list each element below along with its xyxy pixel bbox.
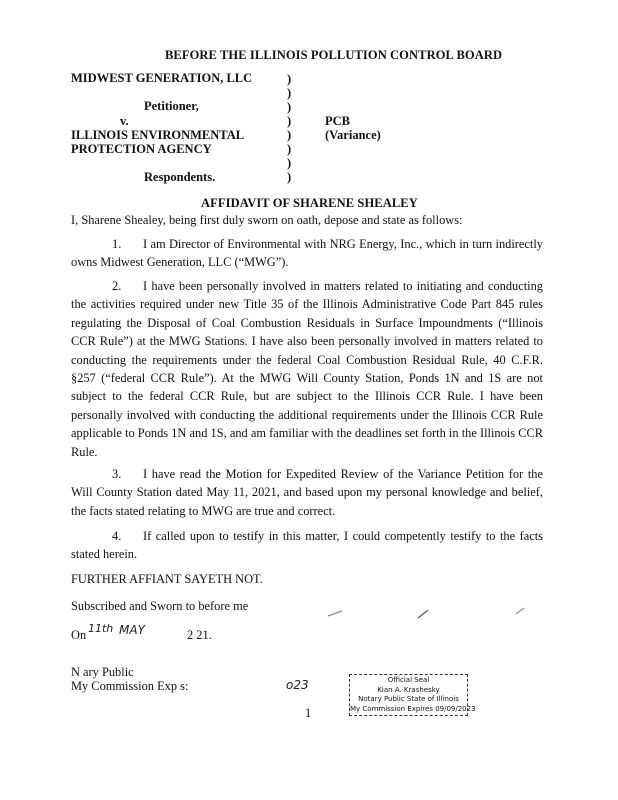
caption-paren: ) bbox=[287, 72, 292, 86]
paragraph-number: 3. bbox=[112, 467, 122, 481]
affidavit-title: AFFIDAVIT OF SHARENE SHEALEY bbox=[201, 196, 418, 210]
date-on-label: On bbox=[71, 628, 87, 642]
notary-public-label: N ary Public bbox=[71, 665, 134, 679]
handwritten-day: 11th bbox=[88, 622, 114, 635]
caption-paren: ) bbox=[287, 100, 292, 114]
paragraph-text: I have been personally involved in matters related to initiating and conducting the activities required under new Title 35 of the Illinois Administrative Code Part 845 rules regulating the Disposal of Coal Combustion Residuals in Surface Impoundments (“Illinois CCR Rule”) at the MWG Stations. I have also been personally involved in matters related to conducting the requirements under the federal Coal Combustion Residual Rule, 40 C.F.R. §257 (“federal CCR Rule”). At the MWG Will County Station, Ponds 1N and 1S are not subject to the federal CCR Rule, but are subject to the Illinois CCR Rule. I have been personally involved with conducting the additional requirements under the Illinois CCR Rule applicable to Ponds 1N and 1S, and am familiar with the deadlines set forth in the Illinois CCR Rule. bbox=[71, 279, 543, 459]
paragraph-text: I am Director of Environmental with NRG Energy, Inc., which in turn indirectly owns Midwest Generation, LLC (“MWG”). bbox=[71, 237, 543, 270]
date-year: 2 21. bbox=[187, 628, 212, 642]
seal-state: Notary Public State of Illinois bbox=[358, 695, 459, 704]
seal-notary-name: Kian A. Krashesky bbox=[377, 685, 440, 694]
document-heading: BEFORE THE ILLINOIS POLLUTION CONTROL BOARD bbox=[165, 48, 503, 62]
caption-paren: ) bbox=[287, 156, 292, 170]
signature-marks bbox=[320, 600, 540, 624]
caption-paren: ) bbox=[287, 128, 292, 142]
affidavit-intro: I, Sharene Shealey, being first duly sworn on oath, depose and state as follows: bbox=[71, 213, 463, 227]
commission-expires-label: My Commission Exp s: bbox=[71, 679, 189, 693]
paragraph-number: 4. bbox=[112, 529, 122, 543]
handwritten-expiry-year: o23 bbox=[286, 678, 309, 692]
paragraph-text: If called upon to testify in this matter, I could competently testify to the facts stated herein. bbox=[71, 529, 543, 562]
seal-title: Official Seal bbox=[387, 676, 430, 684]
paragraph-text: I have read the Motion for Expedited Review of the Variance Petition for the Will County Station dated May 11, 2021, and based upon my personal knowledge and belief, the facts stated relating to MWG are true and correct. bbox=[71, 467, 543, 518]
paragraph-2 bbox=[71, 277, 543, 461]
paragraph-4 bbox=[71, 527, 543, 564]
caption-paren: ) bbox=[287, 86, 292, 100]
notary-seal bbox=[349, 674, 476, 716]
respondent-name-line1: ILLINOIS ENVIRONMENTAL bbox=[71, 128, 245, 142]
further-affiant-line: FURTHER AFFIANT SAYETH NOT. bbox=[71, 572, 263, 586]
respondent-label: Respondents. bbox=[144, 170, 216, 184]
paragraph-number: 2. bbox=[112, 279, 122, 293]
page-number: 1 bbox=[305, 706, 312, 720]
handwritten-month: MAY bbox=[119, 623, 145, 637]
caption-paren: ) bbox=[287, 170, 292, 184]
case-type: (Variance) bbox=[325, 128, 381, 142]
petitioner-name: MIDWEST GENERATION, LLC bbox=[71, 71, 253, 85]
paragraph-1 bbox=[71, 235, 543, 272]
caption-paren: ) bbox=[287, 114, 292, 128]
paragraph-number: 1. bbox=[112, 237, 122, 251]
caption-paren: ) bbox=[287, 142, 292, 156]
paragraph-3 bbox=[71, 465, 543, 520]
case-number: PCB bbox=[325, 114, 350, 128]
seal-expiration: My Commission Expires 09/09/2023 bbox=[350, 704, 476, 713]
versus-label: v. bbox=[120, 114, 129, 128]
petitioner-label: Petitioner, bbox=[144, 99, 199, 113]
respondent-name-line2: PROTECTION AGENCY bbox=[71, 142, 212, 156]
subscribed-sworn-line: Subscribed and Sworn to before me bbox=[71, 599, 249, 613]
